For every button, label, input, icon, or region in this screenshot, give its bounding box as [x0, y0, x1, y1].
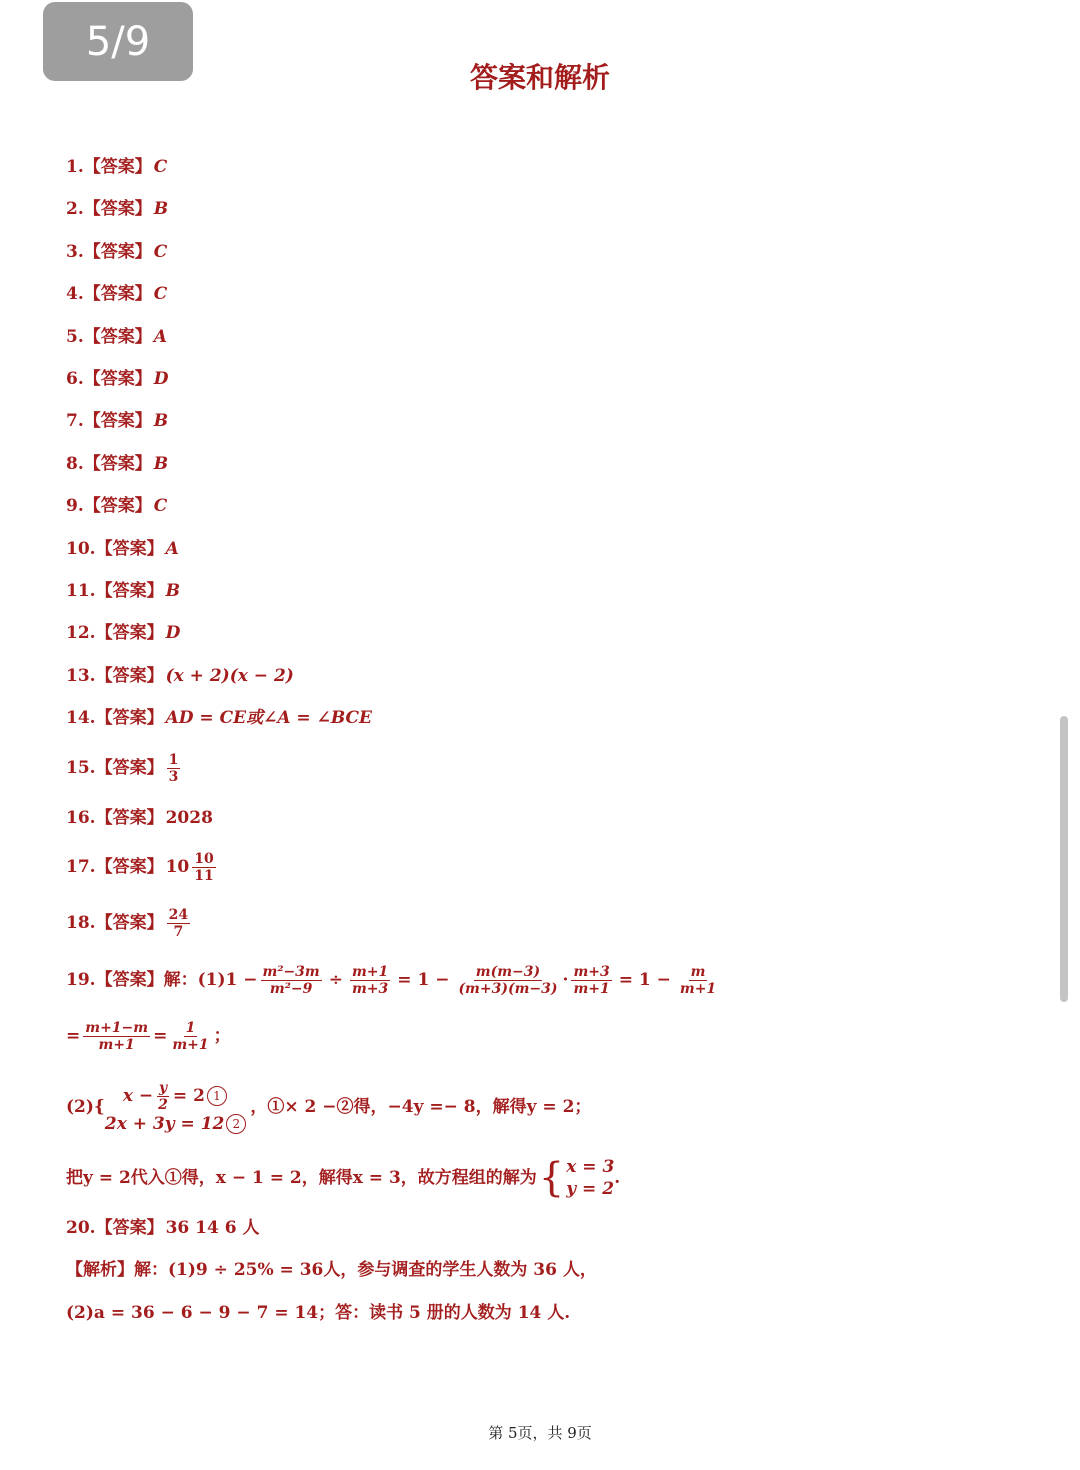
answer-label: 【答案】 [83, 369, 152, 389]
answer-value: B [165, 581, 180, 601]
fraction-denominator: m+1 [573, 980, 610, 997]
fraction-numerator: m [690, 963, 706, 980]
circled-number: 1 [207, 1086, 227, 1106]
solution-system [566, 1156, 614, 1200]
brace-symbol: { [538, 1155, 565, 1201]
fraction-denominator: m+1 [172, 1036, 209, 1053]
answer-label: 【答案】 [83, 199, 152, 219]
q19-part2 [66, 1078, 595, 1136]
answer-fraction [167, 907, 190, 940]
answer-row [66, 199, 168, 219]
fraction-denominator: m+3 [351, 980, 389, 997]
answer-row [66, 539, 179, 559]
equation-1-right: = 2 [172, 1086, 205, 1106]
answer-row [66, 454, 168, 474]
answer-label: 【答案】 [95, 758, 164, 778]
answer-number: 12. [66, 623, 96, 643]
fraction-denominator: 2 [158, 1096, 168, 1113]
answer-label: 【答案】 [83, 157, 152, 177]
answer-row [66, 496, 167, 516]
answer-number: 20. [66, 1218, 96, 1238]
answer-value: A [165, 539, 179, 559]
answer-number: 7. [66, 411, 84, 431]
answer-value: B [153, 411, 169, 431]
answer-label: 【答案】 [83, 284, 152, 304]
answer-number: 2. [66, 199, 84, 219]
answer-label: 【答案】 [95, 857, 164, 877]
answer-value: D [165, 623, 181, 643]
answer-label: 【答案】 [83, 327, 152, 347]
fraction-numerator: m²−3m [262, 963, 320, 980]
answer-label: 【答案】 [95, 970, 164, 990]
answer-number: 6. [66, 369, 84, 389]
answer-value: C [153, 157, 168, 177]
answer-number: 16. [66, 808, 96, 828]
divide-sign: ÷ [328, 970, 343, 990]
answer-value: B [153, 199, 169, 219]
answer-value: 2028 [165, 808, 213, 828]
q19-line2 [66, 1018, 231, 1054]
fraction [456, 964, 559, 997]
fraction-denominator: m²−9 [269, 980, 313, 997]
answer-label: 【答案】 [95, 581, 164, 601]
fraction-numerator: y [158, 1079, 168, 1096]
answer-number: 3. [66, 242, 84, 262]
answer-row [66, 411, 168, 431]
answer-label: 【答案】 [83, 411, 152, 431]
vertical-scrollbar[interactable] [1060, 716, 1068, 1002]
q19-intro: 解：(1)1 − [163, 970, 258, 990]
answer-number: 18. [66, 913, 96, 933]
answer-row [66, 905, 193, 941]
answer-number: 19. [66, 970, 96, 990]
answer-row [66, 157, 167, 177]
multiply-dot: · [562, 970, 569, 990]
answer-whole-part: 10 [165, 857, 190, 877]
part2-solution-text: ，①× 2 −②得，−4y =− 8，解得y = 2； [250, 1097, 592, 1117]
answer-row [66, 581, 180, 601]
fraction-numerator: m+3 [573, 963, 610, 980]
q19-line1 [66, 962, 721, 998]
answer-value: (x + 2)(x − 2) [165, 666, 294, 686]
fraction [571, 964, 611, 997]
circled-number: 2 [226, 1114, 246, 1134]
answer-label: 【答案】 [95, 539, 164, 559]
answer-fraction [167, 752, 181, 785]
answer-row [66, 242, 167, 262]
fraction [156, 1080, 170, 1113]
answer-row [66, 284, 167, 304]
fraction-denominator: m+1 [679, 980, 717, 997]
answer-number: 1. [66, 157, 84, 177]
page-indicator-text: 5/9 [85, 18, 151, 65]
fraction-denominator: 11 [194, 867, 214, 884]
fraction-denominator: m+1 [98, 1036, 135, 1053]
answer-row [66, 327, 167, 347]
answer-value: C [153, 284, 168, 304]
fraction [170, 1020, 210, 1053]
fraction [83, 1020, 150, 1053]
page-footer: 第 5页，共 9页 [488, 1424, 592, 1442]
answer-label: 【答案】 [83, 496, 152, 516]
answer-row [66, 808, 213, 828]
q19-part3 [66, 1156, 620, 1200]
equation-2-text: 2x + 3y = 12 [104, 1113, 225, 1134]
semicolon: ； [213, 1026, 231, 1046]
answer-label: 【答案】 [83, 454, 152, 474]
part2-label: (2){ [66, 1097, 105, 1117]
analysis-row [66, 1260, 597, 1280]
fraction-numerator: 1 [185, 1019, 196, 1036]
answer-number: 4. [66, 284, 84, 304]
fraction-numerator: 1 [168, 751, 179, 768]
fraction-denominator: (m+3)(m−3) [458, 980, 558, 997]
answer-number: 13. [66, 666, 96, 686]
fraction-denominator: 7 [173, 923, 184, 940]
answer-row [66, 708, 372, 728]
answer-label: 【答案】 [95, 913, 164, 933]
answer-value: A [153, 327, 167, 347]
answer-value: C [153, 242, 168, 262]
answer-row [66, 750, 183, 786]
equals-text: = [66, 1026, 81, 1046]
analysis-label: 【解析】 [66, 1260, 134, 1280]
equation-2 [105, 1113, 247, 1135]
answer-label: 【答案】 [95, 1218, 164, 1238]
answer-number: 11. [66, 581, 96, 601]
analysis-text: (2)a = 36 − 6 − 9 − 7 = 14；答：读书 5 册的人数为 14 人. [66, 1303, 571, 1323]
answer-label: 【答案】 [95, 623, 164, 643]
answer-number: 8. [66, 454, 84, 474]
document-title: 答案和解析 [469, 61, 610, 94]
fraction-numerator: m+1−m [85, 1019, 149, 1036]
analysis-row [66, 1303, 570, 1323]
answer-value: 36 14 6 人 [165, 1218, 260, 1238]
answer-number: 5. [66, 327, 84, 347]
solution-x: x = 3 [566, 1157, 615, 1177]
equation-1-left: x − [122, 1086, 154, 1106]
fraction-numerator: m(m−3) [475, 963, 541, 980]
answer-value: AD = CE或∠A = ∠BCE [165, 708, 373, 728]
fraction-denominator: 3 [168, 768, 179, 785]
answer-value: D [153, 369, 169, 389]
answer-value: B [153, 454, 169, 474]
answer-value: C [153, 496, 168, 516]
answer-label: 【答案】 [83, 242, 152, 262]
equals-text: = [153, 1026, 168, 1046]
answer-label: 【答案】 [95, 666, 164, 686]
fraction-numerator: 24 [168, 906, 189, 923]
solution-y: y = 2 [566, 1179, 615, 1199]
answer-number: 10. [66, 539, 96, 559]
answer-label: 【答案】 [95, 808, 164, 828]
fraction-numerator: 10 [194, 850, 214, 867]
equation-system [105, 1080, 247, 1135]
answer-number: 14. [66, 708, 96, 728]
answer-number: 9. [66, 496, 84, 516]
answer-row [66, 849, 219, 885]
answer-row [66, 369, 169, 389]
answer-row [66, 623, 180, 643]
equation-1 [123, 1080, 247, 1113]
analysis-text: 解：(1)9 ÷ 25% = 36人，参与调查的学生人数为 36 人， [134, 1260, 597, 1280]
answer-row [66, 666, 294, 686]
answer-fraction [192, 851, 215, 884]
fraction [678, 964, 718, 997]
answer-label: 【答案】 [95, 708, 164, 728]
period: . [614, 1168, 621, 1188]
fraction-numerator: m+1 [351, 963, 389, 980]
equals-text: = 1 − [618, 970, 671, 990]
equals-text: = 1 − [397, 970, 450, 990]
fraction [261, 964, 322, 997]
answer-number: 17. [66, 857, 96, 877]
part3-text: 把y = 2代入①得，x − 1 = 2，解得x = 3，故方程组的解为 [66, 1168, 537, 1188]
answer-row [66, 1218, 259, 1238]
fraction [350, 964, 390, 997]
answer-number: 15. [66, 758, 96, 778]
